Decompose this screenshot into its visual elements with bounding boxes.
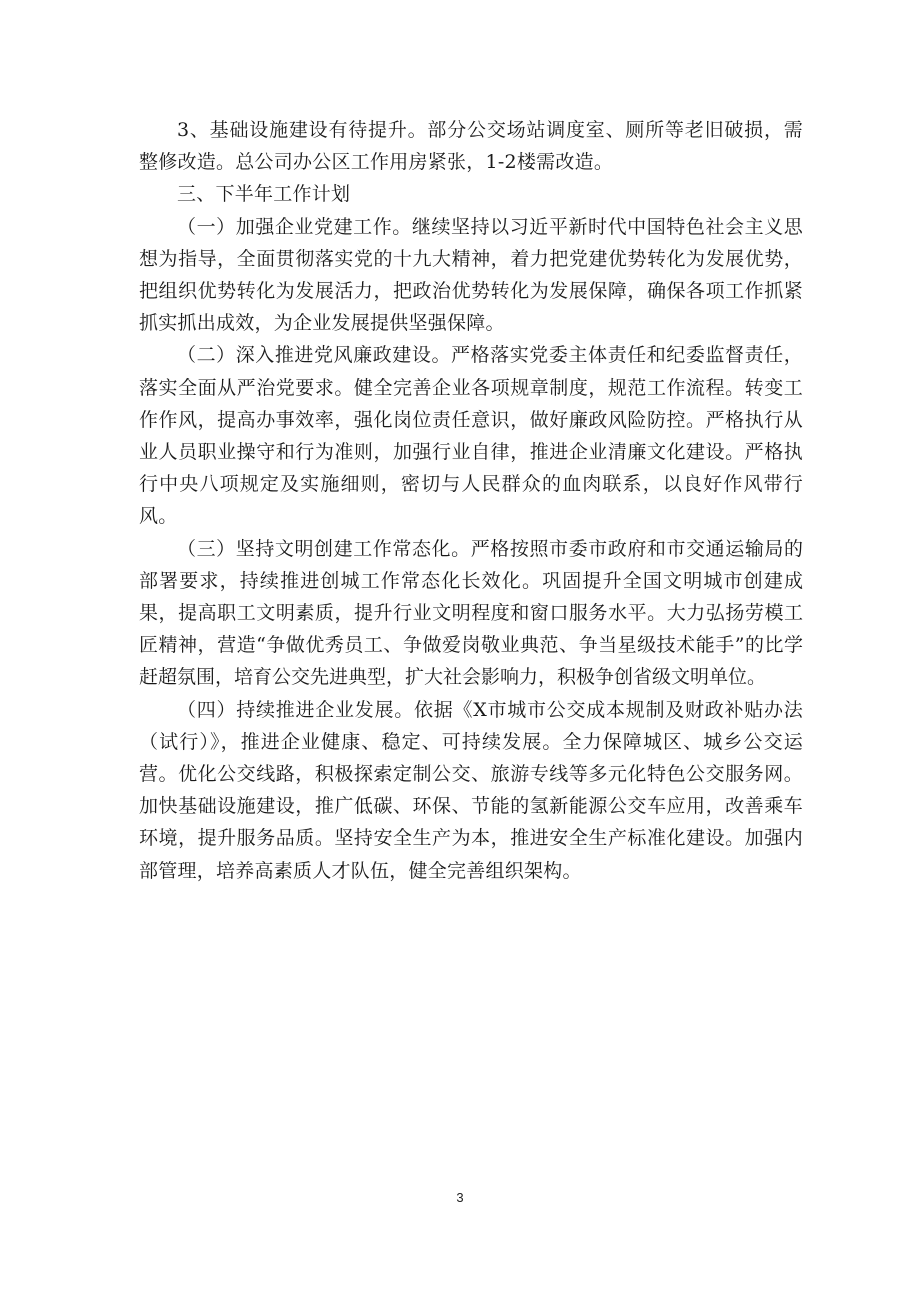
paragraph-clean-governance: （二）深入推进党风廉政建设。严格落实党委主体责任和纪委监督责任，落实全面从严治党要求。健全完善企业各项规章制度，规范工作流程。转变工作作风，提高办事效率，强化岗位责任意识，做好廉政风险防控。严格执行从业人员职业操守和行为准则，加强行业自律，推进企业清廉文化建设。严格执行中央八项规定及实施细则，密切与人民群众的血肉联系，以良好作风带行风。 — [139, 344, 803, 528]
paragraph-civilization-creation: （三）坚持文明创建工作常态化。严格按照市委市政府和市交通运输局的部署要求，持续推进创城工作常态化长效化。巩固提升全国文明城市创建成果，提高职工文明素质，提升行业文明程度和窗口服务水平。大力弘扬劳模工匠精神，营造“争做优秀员工、争做爱岗敬业典范、争当星级技术能手”的比学赶超氛围，培育公交先进典型，扩大社会影响力，积极争创省级文明单位。 — [139, 537, 803, 689]
document-body — [139, 114, 803, 887]
paragraph-enterprise-development: （四）持续推进企业发展。依据《X市城市公交成本规制及财政补贴办法（试行）》，推进企业健康、稳定、可持续发展。全力保障城区、城乡公交运营。优化公交线路，积极探索定制公交、旅游专线等多元化特色公交服务网。加快基础设施建设，推广低碳、环保、节能的氢新能源公交车应用，改善乘车环境，提升服务品质。坚持安全生产为本，推进安全生产标准化建设。加强内部管理，培养高素质人才队伍，健全完善组织架构。 — [139, 698, 803, 882]
page-number: 3 — [456, 1190, 464, 1205]
paragraph-infrastructure-issue: 3、基础设施建设有待提升。部分公交场站调度室、厕所等老旧破损，需整修改造。总公司办公区工作用房紧张，1-2楼需改造。 — [139, 119, 803, 174]
paragraph-party-building: （一）加强企业党建工作。继续坚持以习近平新时代中国特色社会主义思想为指导，全面贯彻落实党的十九大精神，着力把党建优势转化为发展优势，把组织优势转化为发展活力，把政治优势转化为发展保障，确保各项工作抓紧抓实抓出成效，为企业发展提供坚强保障。 — [139, 215, 803, 335]
section-heading-second-half-plan: 三、下半年工作计划 — [177, 183, 351, 206]
